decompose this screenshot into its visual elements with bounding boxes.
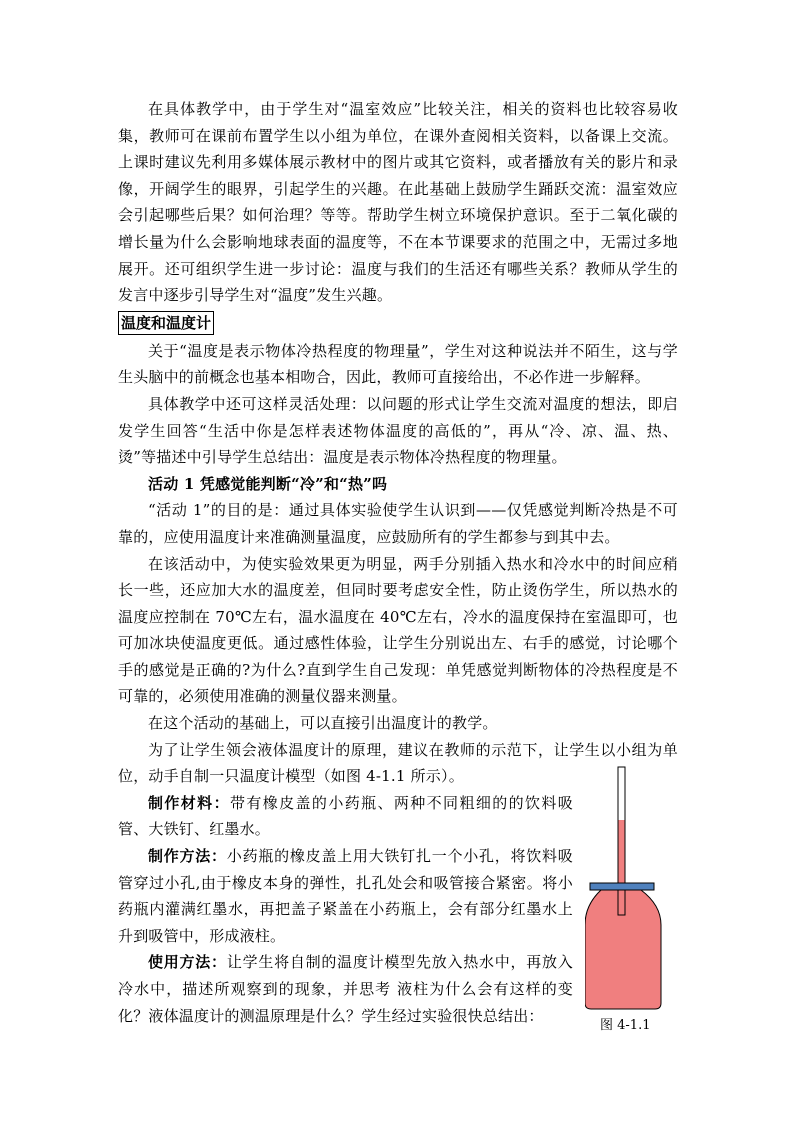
activity-paragraph-2: 在该活动中，为使实验效果更为明显，两手分别插入热水和冷水中的时间应稍长一些，还应加大水的温度差，但同时要考虑安全性，防止烫伤学生，所以热水的温度应控制在 70℃左右，温水温度在 40℃左右，冷水的温度保持在室温即可，也可加冰块使温度更低。通过感性体验，让学生分别说出左、右手的感觉，讨论哪个手的感觉是正确的?为什么?直到学生自己发现：单凭感觉判断物体的冷热程度是不可靠的，必须使用准确的测量仪器来测量。: [118, 554, 678, 706]
usage-text: 让学生将自制的温度计模型先放入热水中，再放入冷水中，描述所观察到的现象，并思考 液柱为什么会有这样的变化？液体温度计的测温原理是什么？学生经过实验很快总结出：: [118, 953, 573, 1025]
method-paragraph: [118, 843, 573, 949]
method-label: 制作方法：: [148, 847, 227, 866]
section-paragraph-1: 关于“温度是表示物体冷热程度的物理量”，学生对这种说法并不陌生，这与学生头脑中的前概念也基本相吻合，因此，教师可直接给出，不必作进一步解释。: [118, 341, 678, 387]
rubber-cap: [590, 883, 654, 890]
method-text: 小药瓶的橡皮盖上用大铁钉扎一个小孔，将饮料吸管穿过小孔,由于橡皮本身的弹性，扎孔处会和吸管接合紧密。将小药瓶内灌满红墨水，再把盖子紧盖在小药瓶上，会有部分红墨水上升到吸管中，形成液柱。: [118, 847, 573, 945]
activity-title: 活动 1 凭感觉能判断“冷”和“热”吗: [148, 474, 388, 493]
section-paragraph-2: 具体教学中还可这样灵活处理：以问题的形式让学生交流对温度的想法，即启发学生回答“生活中你是怎样表述物体温度的高低的”，再从“冷、凉、温、热、烫”等描述中引导学生总结出：温度是表示物体冷热程度的物理量。: [118, 394, 678, 467]
bottle-body: [585, 890, 661, 1009]
section-heading: 温度和温度计: [118, 311, 214, 335]
activity-paragraph-1: “活动 1”的目的是：通过具体实验使学生认识到——仅凭感觉判断冷热是不可靠的，应使用温度计来准确测量温度，应鼓励所有的学生都参与到其中去。: [118, 501, 678, 546]
usage-label: 使用方法：: [148, 953, 227, 972]
materials-label: 制作材料：: [148, 793, 230, 812]
activity-paragraph-4: 为了让学生领会液体温度计的原理，建议在教师的示范下，让学生以小组为单位，动手自制一只温度计模型（如图 4-1.1 所示）。: [118, 740, 678, 786]
thermometer-model-figure: [585, 765, 665, 1045]
usage-paragraph: [118, 949, 573, 1029]
materials-text: 带有橡皮盖的小药瓶、两种不同粗细的的饮料吸管、大铁钉、红墨水。: [118, 793, 573, 839]
figure-caption: 图 4-1.1: [600, 1018, 651, 1033]
activity-paragraph-3: 在这个活动的基础上，可以直接引出温度计的教学。: [148, 714, 498, 733]
intro-paragraph: 在具体教学中，由于学生对“温室效应”比较关注，相关的资料也比较容易收集，教师可在课前布置学生以小组为单位，在课外查阅相关资料，以备课上交流。上课时建议先利用多媒体展示教材中的图片或其它资料，或者播放有关的影片和录像，开阔学生的眼界，引起学生的兴趣。在此基础上鼓励学生踊跃交流：温室效应会引起哪些后果？如何治理？等等。帮助学生树立环境保护意识。至于二氧化碳的增长量为什么会影响地球表面的温度等，不在本节课要求的范围之中，无需过多地展开。还可组织学生进一步讨论：温度与我们的生活还有哪些关系？教师从学生的发言中逐步引导学生对“温度”发生兴趣。: [118, 100, 678, 305]
materials-paragraph: [118, 790, 573, 843]
